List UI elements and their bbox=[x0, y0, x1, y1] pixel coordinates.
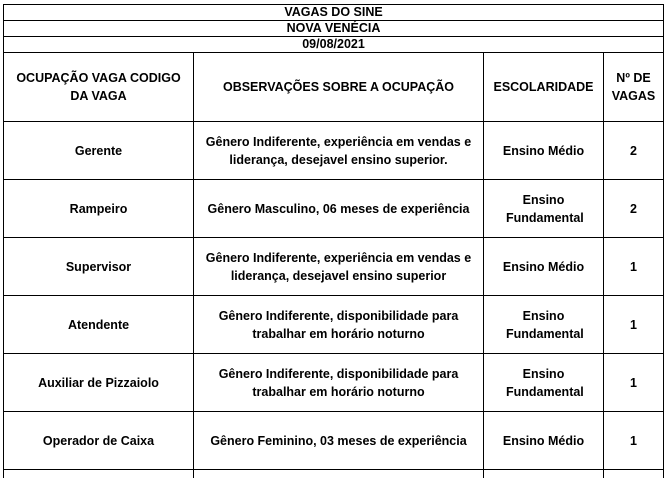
cell-empty bbox=[194, 470, 484, 478]
cell-empty bbox=[604, 470, 664, 478]
title-row bbox=[4, 5, 664, 21]
table-row bbox=[4, 412, 664, 470]
cell-vagas: 1 bbox=[604, 238, 664, 296]
header-ocupacao: OCUPAÇÃO VAGA CODIGO DA VAGA bbox=[4, 53, 194, 122]
cell-vagas: 2 bbox=[604, 122, 664, 180]
vacancies-table bbox=[3, 4, 664, 478]
cell-ocupacao: Gerente bbox=[4, 122, 194, 180]
cell-escolaridade: Ensino Fundamental bbox=[484, 180, 604, 238]
cell-vagas: 2 bbox=[604, 180, 664, 238]
date-row bbox=[4, 37, 664, 53]
cell-observacoes: Gênero Indiferente, experiência em vendas e liderança, desejavel ensino superior. bbox=[194, 122, 484, 180]
table-row-partial bbox=[4, 470, 664, 478]
cell-observacoes: Gênero Masculino, 06 meses de experiência bbox=[194, 180, 484, 238]
cell-observacoes: Gênero Indiferente, disponibilidade para trabalhar em horário noturno bbox=[194, 354, 484, 412]
cell-ocupacao: Rampeiro bbox=[4, 180, 194, 238]
cell-vagas: 1 bbox=[604, 296, 664, 354]
job-vacancies-sheet bbox=[3, 4, 663, 478]
header-escolaridade: ESCOLARIDADE bbox=[484, 53, 604, 122]
table-row bbox=[4, 122, 664, 180]
column-header-row bbox=[4, 53, 664, 122]
table-row bbox=[4, 180, 664, 238]
sheet-title: VAGAS DO SINE bbox=[4, 5, 664, 21]
cell-ocupacao: Auxiliar de Pizzaiolo bbox=[4, 354, 194, 412]
table-row bbox=[4, 238, 664, 296]
city-row bbox=[4, 21, 664, 37]
cell-escolaridade: Ensino Fundamental bbox=[484, 296, 604, 354]
cell-ocupacao: Supervisor bbox=[4, 238, 194, 296]
sheet-date: 09/08/2021 bbox=[4, 37, 664, 53]
cell-vagas: 1 bbox=[604, 412, 664, 470]
cell-escolaridade: Ensino Médio bbox=[484, 238, 604, 296]
cell-observacoes: Gênero Indiferente, experiência em vendas e liderança, desejavel ensino superior bbox=[194, 238, 484, 296]
cell-empty bbox=[484, 470, 604, 478]
cell-escolaridade: Ensino Médio bbox=[484, 122, 604, 180]
header-vagas: Nº DE VAGAS bbox=[604, 53, 664, 122]
table-row bbox=[4, 354, 664, 412]
header-observacoes: OBSERVAÇÕES SOBRE A OCUPAÇÃO bbox=[194, 53, 484, 122]
cell-observacoes: Gênero Feminino, 03 meses de experiência bbox=[194, 412, 484, 470]
cell-vagas: 1 bbox=[604, 354, 664, 412]
cell-observacoes: Gênero Indiferente, disponibilidade para trabalhar em horário noturno bbox=[194, 296, 484, 354]
cell-ocupacao: Operador de Caixa bbox=[4, 412, 194, 470]
cell-escolaridade: Ensino Médio bbox=[484, 412, 604, 470]
city-name: NOVA VENÉCIA bbox=[4, 21, 664, 37]
cell-escolaridade: Ensino Fundamental bbox=[484, 354, 604, 412]
cell-ocupacao: Atendente bbox=[4, 296, 194, 354]
cell-empty bbox=[4, 470, 194, 478]
table-row bbox=[4, 296, 664, 354]
